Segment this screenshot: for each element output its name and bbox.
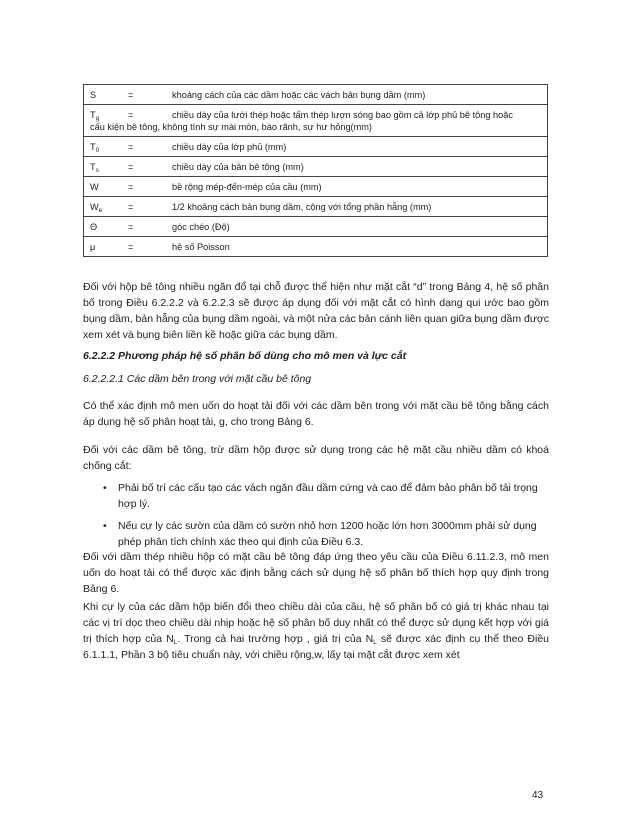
symbol: S [90, 90, 97, 100]
symbol-definition: khoảng cách của các dầm hoặc các vách bản bụng dầm (mm) [172, 90, 426, 100]
symbol-definition: chiều dày của lưới thép hoặc tấm thép lượn sóng bao gồm cả lớp phủ bê tông hoặc [172, 110, 513, 120]
symbol-table [83, 84, 548, 257]
equals-sign: = [128, 162, 134, 172]
paragraph-cast-in-place-box: Đối với hộp bê tông nhiều ngăn đổ tại chỗ được thể hiện như mặt cắt “d” trong Bảng 4, hệ số phân bố trong Điều 6.2.2.2 và 6.2.2.3 sẽ được áp dụng đối với mặt cắt có hình dạng qui ước bao gồm bụng dầm, bản hẫng của bụng dầm ngoài, và một nửa các bản cánh liên quan giữa bụng dầm được xem xét và bụng biên liền kề hoặc giữa các bụng dầm. [83, 281, 549, 341]
symbol-row [84, 237, 547, 256]
symbol-definition: 1/2 khoảng cách bản bụng dầm, cộng với tổng phần hẫng (mm) [172, 202, 432, 212]
symbol-definition: chiều dày của bản bê tông (mm) [172, 162, 304, 172]
equals-sign: = [128, 242, 134, 252]
paragraph-interior-beams: Có thể xác định mô men uốn do hoạt tải đối với các dầm bên trong với mặt cầu bê tông bằng cách áp dụng hệ số phân hoạt tải, g, cho trong Bảng 6. [83, 400, 549, 428]
equals-sign: = [128, 110, 134, 120]
symbol-row [84, 217, 547, 237]
symbol: $W_e$ [90, 202, 103, 214]
bullet-item: • Nếu cự ly các sườn của dầm có sườn nhỏ hơn 1200 hoặc lớn hơn 3000mm phải sử dụng phép phân tích chính xác theo qui định của Điều 6.3. [103, 520, 537, 548]
symbol-definition-continued: cấu kiện bê tông, không tính sự mài mòn, bào rãnh, sự hư hỏng(mm) [90, 122, 372, 132]
section-heading-6-2-2-2: 6.2.2.2 Phương pháp hệ số phân bố dùng cho mô men và lực cắt [83, 350, 407, 362]
equals-sign: = [128, 182, 134, 192]
equals-sign: = [128, 90, 134, 100]
bullet-icon: • [103, 482, 107, 494]
paragraph-concrete-beams: Đối với các dầm bê tông, trừ dầm hộp được sử dụng trong các hệ mặt cầu nhiều dầm có khoá chống cắt: [83, 444, 549, 472]
symbol-row [84, 85, 547, 105]
symbol: Θ [90, 222, 98, 232]
equals-sign: = [128, 142, 134, 152]
symbol-row [84, 157, 547, 177]
symbol: $T_g$ [90, 110, 100, 122]
bullet-icon: • [103, 520, 107, 532]
equals-sign: = [128, 222, 134, 232]
symbol: $T_0$ [90, 142, 100, 154]
symbol-definition: hệ số Poisson [172, 242, 230, 252]
symbol: W [90, 182, 99, 192]
equals-sign: = [128, 202, 134, 212]
bullet-list [100, 480, 548, 556]
symbol: μ [90, 242, 96, 252]
bullet-item: • Phải bố trí các cấu tạo các vách ngăn đầu dầm cứng và cao để đảm bảo phân bố tải trọng hợp lý. [103, 482, 538, 510]
paragraph-steel-multi-box: Đối với dầm thép nhiều hộp có mặt cầu bê tông đáp ứng theo yêu cầu của Điều 6.11.2.3, mô men uốn do hoạt tải có thể được xác định bằng cách sử dụng hệ số phân bố thích hợp quy định trong Bảng 6. [83, 551, 549, 595]
symbol-row [84, 137, 547, 157]
symbol-definition: bề rộng mép-đến-mép của cầu (mm) [172, 182, 322, 192]
paragraph-box-spacing: Khi cự ly của các dầm hộp biến đổi theo chiều dài của cầu, hệ số phân bố có giá trị khác nhau tại các vị trí dọc theo chiều dài nhịp hoặc hệ số phân bố duy nhất có thể được sử dụng kết hợp với giá trị thích hợp của $N_L$. Trong cả hai trường hợp , giá trị của $N_L$ sẽ được xác định cụ thể theo Điều 6.1.1.1, Phần 3 bộ tiêu chuẩn này, với chiều rộng,w, lấy tại mặt cắt được xem xét [83, 601, 549, 661]
symbol-definition: góc chéo (Độ) [172, 222, 230, 232]
symbol-row [84, 105, 547, 137]
page-number: 43 [532, 790, 544, 801]
symbol-row [84, 177, 547, 197]
section-heading-6-2-2-2-1: 6.2.2.2.1 Các dầm bên trong với mặt cầu bê tông [83, 373, 312, 385]
symbol-row [84, 197, 547, 217]
symbol-definition: chiều dày của lớp phủ (mm) [172, 142, 287, 152]
symbol: $T_s$ [90, 162, 99, 174]
